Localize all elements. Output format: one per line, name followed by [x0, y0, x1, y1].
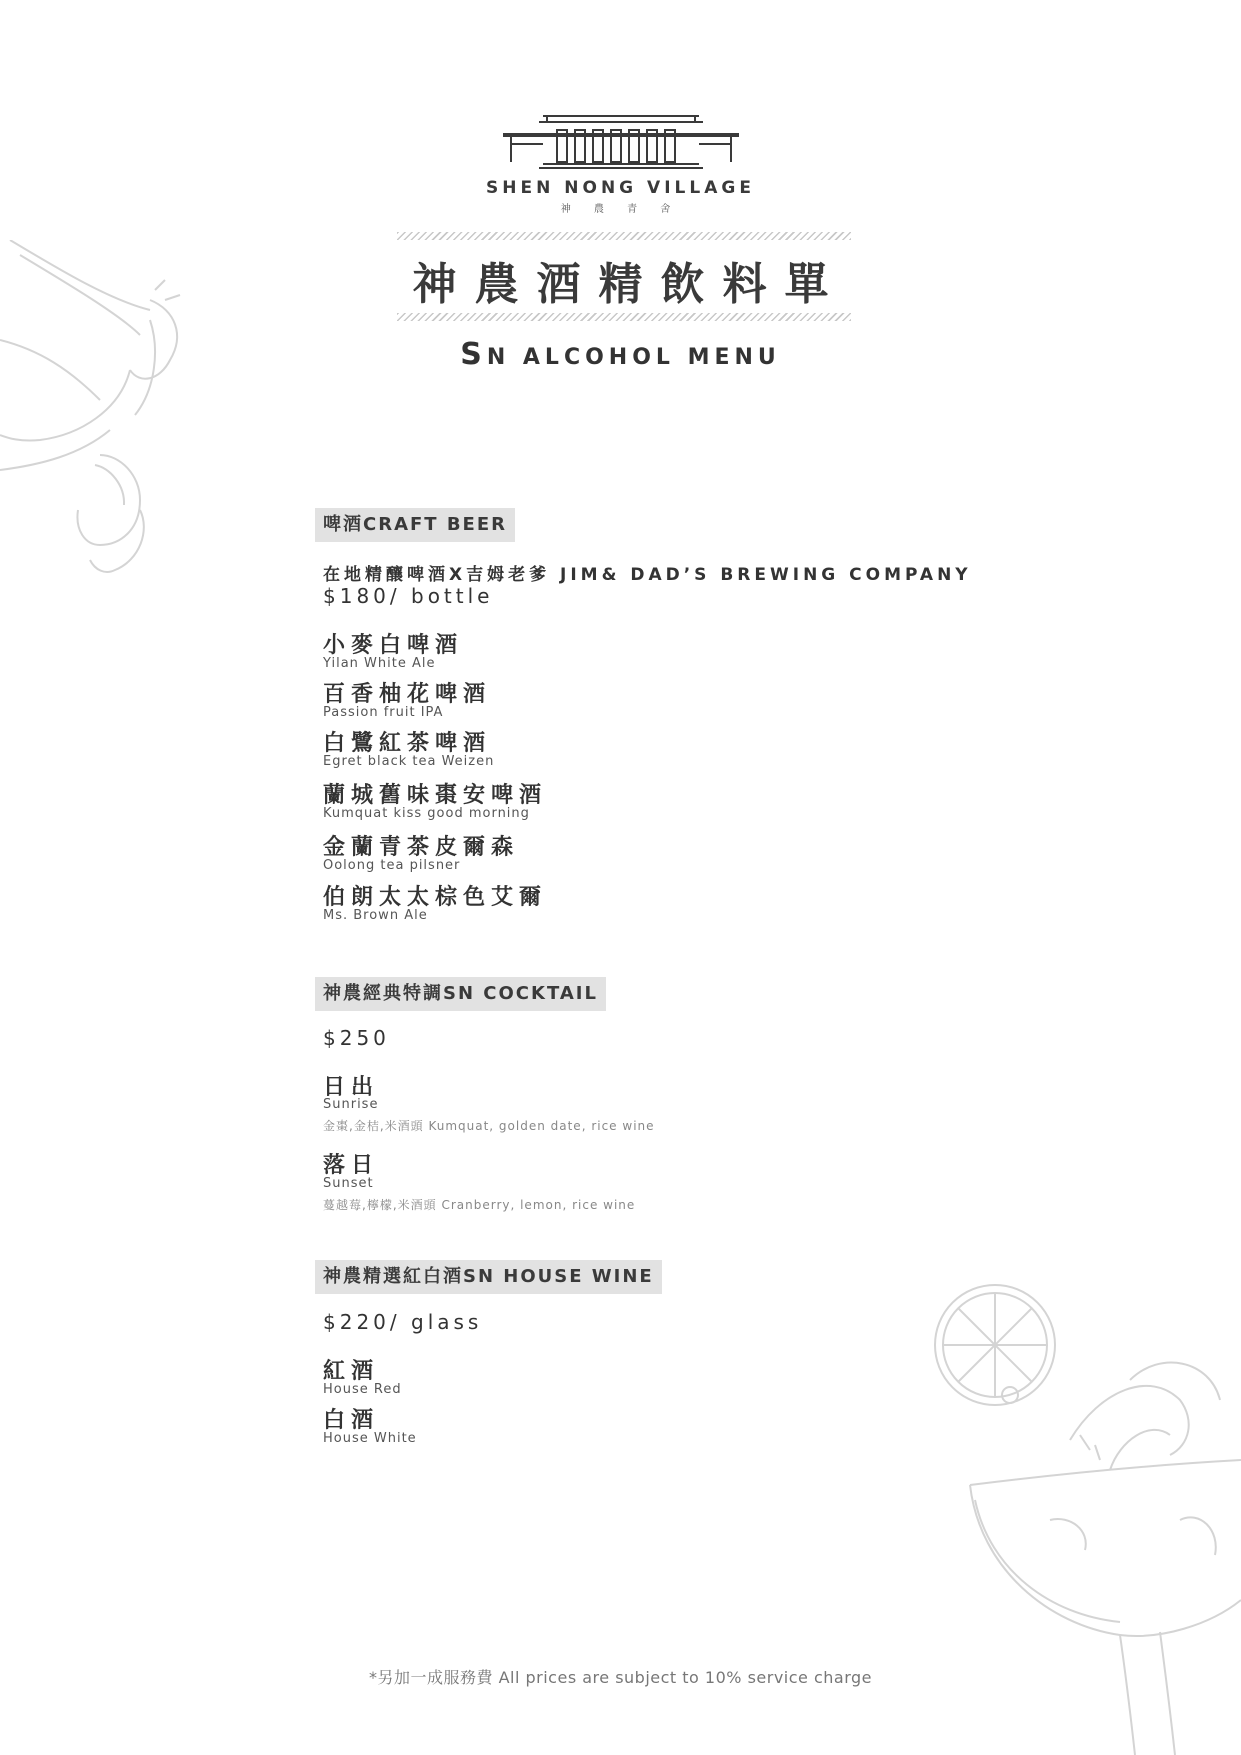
title-hatch-bottom: [397, 313, 851, 321]
wine-price: $220/ glass: [323, 1310, 483, 1334]
brand-name-en: SHEN NONG VILLAGE: [486, 178, 755, 198]
beer-item-name: 百香柚花啤酒: [323, 682, 492, 707]
beer-item-name: 蘭城舊味棗安啤酒: [323, 783, 548, 808]
brewery-line: 在地精釀啤酒X吉姆老爹 JIM& DAD’S BREWING COMPANY: [323, 565, 972, 585]
cocktail-item-name: 落日: [323, 1153, 380, 1178]
beer-item-en: Passion fruit IPA: [323, 705, 444, 720]
beer-item-en: Ms. Brown Ale: [323, 908, 428, 923]
wine-item-en: House White: [323, 1431, 417, 1446]
menu-title-en-initial: S: [460, 337, 487, 372]
beer-item-en: Kumquat kiss good morning: [323, 806, 530, 821]
brand-logo: [0, 112, 1241, 215]
wine-item-en: House Red: [323, 1382, 402, 1397]
cocktail-item-desc: 金棗,金桔,米酒頭 Kumquat, golden date, rice wine: [323, 1119, 655, 1133]
section-heading-cocktail: 神農經典特調SN COCKTAIL: [315, 977, 606, 1011]
beer-item-en: Yilan White Ale: [323, 656, 436, 671]
title-hatch-top: [397, 232, 851, 240]
beer-item-name: 金蘭青茶皮爾森: [323, 835, 520, 860]
menu-title-en-rest: N ALCOHOL MENU: [486, 345, 781, 370]
wine-item-name: 白酒: [323, 1408, 380, 1433]
service-charge-note: *另加一成服務費 All prices are subject to 10% service charge: [368, 1668, 873, 1687]
section-heading-beer: 啤酒CRAFT BEER: [315, 508, 515, 542]
cocktail-item-en: Sunrise: [323, 1097, 379, 1112]
section-heading-wine: 神農精選紅白酒SN HOUSE WINE: [315, 1260, 662, 1294]
beer-item-name: 伯朗太太棕色艾爾: [323, 885, 548, 910]
cocktail-item-name: 日出: [323, 1075, 380, 1100]
beer-price: $180/ bottle: [323, 584, 494, 608]
beer-item-name: 小麥白啤酒: [323, 633, 464, 658]
beer-item-en: Egret black tea Weizen: [323, 754, 495, 769]
menu-title-zh: 神農酒精飲料單: [412, 259, 847, 310]
wine-item-name: 紅酒: [323, 1359, 380, 1384]
village-building-icon: [503, 112, 739, 174]
beer-item-name: 白鷺紅茶啤酒: [323, 731, 492, 756]
menu-title-en: [0, 337, 1241, 372]
beer-item-en: Oolong tea pilsner: [323, 858, 461, 873]
brand-name-zh: 神 農 青 舍: [560, 204, 681, 215]
cocktail-item-desc: 蔓越莓,檸檬,米酒頭 Cranberry, lemon, rice wine: [323, 1198, 636, 1212]
cocktail-price: $250: [323, 1026, 390, 1050]
cocktail-item-en: Sunset: [323, 1176, 374, 1191]
